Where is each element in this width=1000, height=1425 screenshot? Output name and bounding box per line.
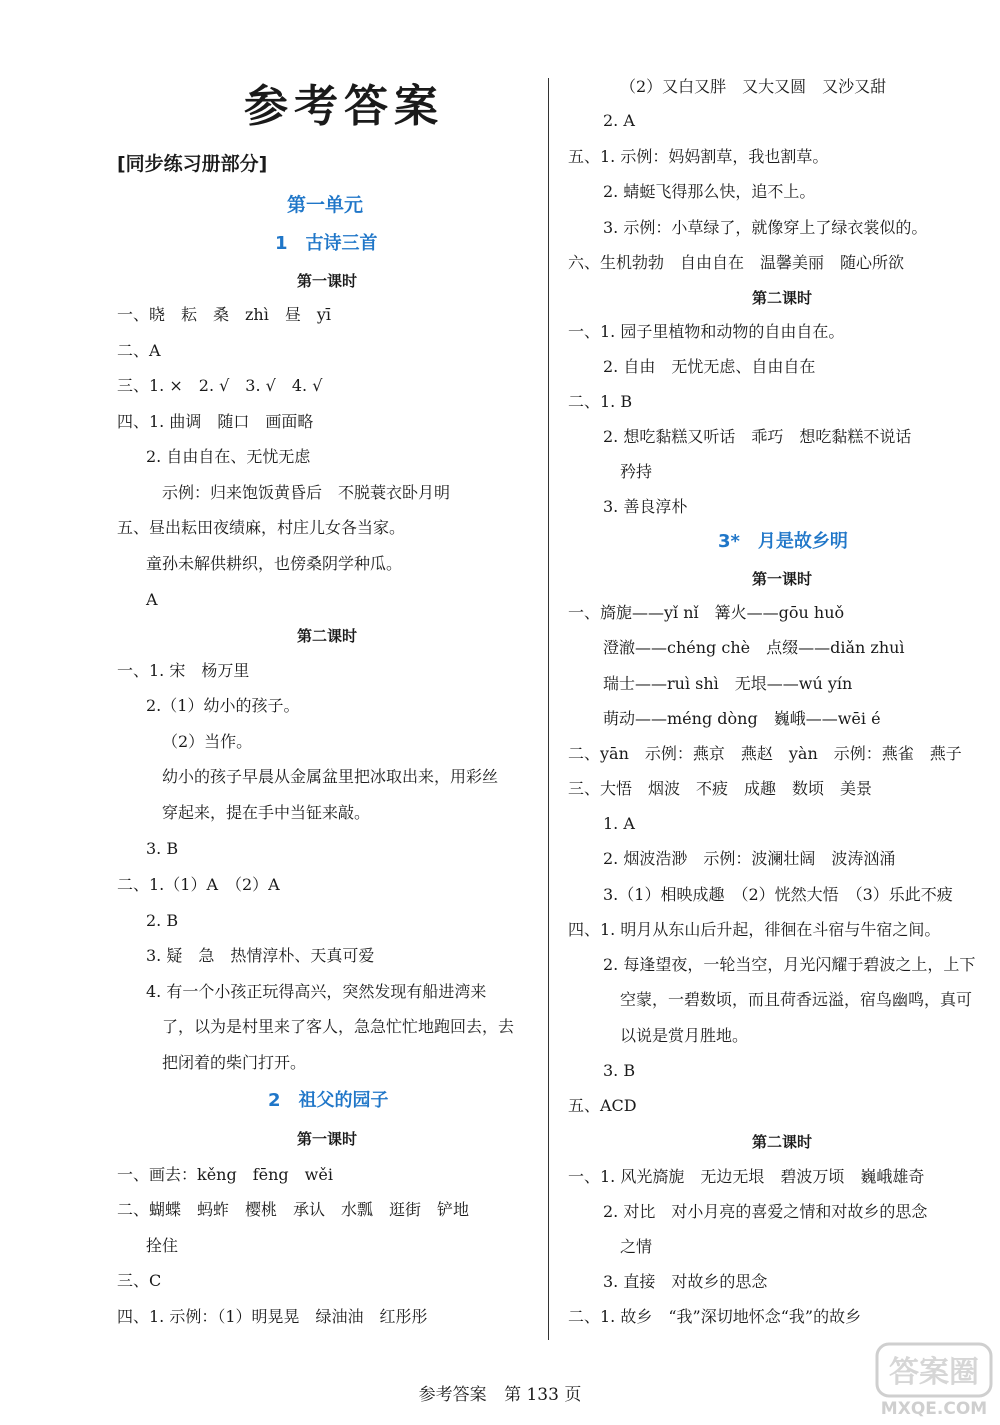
answer-line: 空蒙，一碧数顷，而且荷香远溢，宿鸟幽鸣，真可 (620, 990, 973, 1009)
answer-line: 三、C (117, 1271, 162, 1290)
answer-line: 之情 (620, 1237, 653, 1256)
answer-line: A (146, 590, 158, 609)
answer-line: 四、1. 明月从东山后升起，徘徊在斗宿与牛宿之间。 (568, 920, 941, 939)
answer-line: 3. 善良淳朴 (603, 497, 688, 516)
answer-line: 2.（1）幼小的孩子。 (146, 696, 300, 715)
answer-line: 萌动——méng dòng 巍峨——wēi é (603, 709, 881, 728)
answer-line: 了，以为是村里来了客人，急急忙忙地跑回去，去 (162, 1017, 515, 1036)
answer-line: 二、1.（1）A （2）A (117, 875, 280, 894)
answer-line: 二、yān 示例：燕京 燕赵 yàn 示例：燕雀 燕子 (568, 744, 962, 763)
answer-line: 3. 示例：小草绿了，就像穿上了绿衣裳似的。 (603, 218, 928, 237)
answer-line: 一、1. 宋 杨万里 (117, 661, 250, 680)
lesson-subheading: 第二课时 (752, 289, 813, 307)
lesson-subheading: 第一课时 (297, 272, 358, 290)
lesson-subheading: 第一课时 (297, 1130, 358, 1148)
answer-line: 2. 烟波浩渺 示例：波澜壮阔 波涛汹涌 (603, 849, 896, 868)
answer-line: 拴住 (146, 1236, 179, 1255)
answer-line: 穿起来，提在手中当钲来敲。 (162, 803, 371, 822)
lesson-heading: 第一单元 (287, 194, 364, 216)
answer-line: 2. 蜻蜓飞得那么快，追不上。 (603, 182, 816, 201)
answer-line: 2. 想吃黏糕又听话 乖巧 想吃黏糕不说话 (603, 427, 912, 446)
lesson-subheading: 第二课时 (752, 1133, 813, 1151)
answer-line: 澄澈——chéng chè 点缀——diǎn zhuì (603, 638, 905, 657)
answer-line: 4. 有一个小孩正玩得高兴，突然发现有船进湾来 (146, 982, 487, 1001)
answer-line: 2. 每逢望夜，一轮当空，月光闪耀于碧波之上，上下 (603, 955, 976, 974)
answer-line: 五、昼出耘田夜绩麻，村庄儿女各当家。 (117, 518, 406, 537)
answer-line: 童孙未解供耕织，也傍桑阴学种瓜。 (146, 554, 403, 573)
lesson-heading: 1 古诗三首 (275, 233, 378, 254)
answer-line: 示例：归来饱饭黄昏后 不脱蓑衣卧月明 (162, 483, 451, 502)
answer-line: 一、晓 耘 桑 zhì 昼 yī (117, 305, 332, 324)
answer-line: （2）又白又胖 又大又圆 又沙又甜 (620, 77, 887, 96)
answer-line: 2. 自由自在、无忧无虑 (146, 447, 311, 466)
answer-line: 四、1. 曲调 随口 画面略 (117, 412, 314, 431)
answer-line: 3. B (603, 1061, 636, 1080)
answer-line: 3.（1）相映成趣 （2）恍然大悟 （3）乐此不疲 (603, 885, 953, 904)
answer-line: 五、1. 示例：妈妈割草，我也割草。 (568, 147, 829, 166)
lesson-subheading: 第一课时 (752, 570, 813, 588)
answer-line: 三、大悟 烟波 不疲 成趣 数顷 美景 (568, 779, 873, 798)
answer-line: （2）当作。 (162, 732, 253, 751)
answer-line: 以说是赏月胜地。 (620, 1026, 749, 1045)
answer-line: 一、1. 风光旖旎 无边无垠 碧波万顷 巍峨雄奇 (568, 1167, 925, 1186)
page-number: 第 133 页 (504, 1385, 582, 1405)
page-title: 参考答案 (244, 81, 444, 132)
answer-line: 3. B (146, 839, 179, 858)
watermark-url: MXQE.COM (880, 1399, 988, 1419)
answer-line: 把闭着的柴门打开。 (162, 1053, 307, 1072)
answer-line: 1. A (603, 814, 635, 833)
answer-line: 一、旖旎——yǐ nǐ 篝火——gōu huǒ (568, 603, 845, 622)
answer-line: 四、1. 示例：（1）明晃晃 绿油油 红彤彤 (117, 1307, 428, 1326)
answer-line: 幼小的孩子早晨从金属盆里把冰取出来，用彩丝 (162, 767, 499, 786)
answer-line: 3. 直接 对故乡的思念 (603, 1272, 768, 1291)
answer-line: 2. 对比 对小月亮的喜爱之情和对故乡的思念 (603, 1202, 928, 1221)
answer-line: 二、A (117, 341, 161, 360)
answer-line: 3. 疑 急 热情淳朴、天真可爱 (146, 946, 375, 965)
answer-line: 矜持 (620, 462, 653, 481)
answer-line: 一、画去：kěng fēng wěi (117, 1165, 333, 1184)
section-heading: [同步练习册部分] (117, 153, 268, 175)
watermark-text: 答案圈 (889, 1355, 979, 1390)
answer-line: 瑞士——ruì shì 无垠——wú yín (603, 674, 853, 693)
lesson-heading: 2 祖父的园子 (268, 1090, 389, 1111)
answer-line: 五、ACD (568, 1096, 637, 1115)
answer-line: 2. A (603, 111, 635, 130)
answer-line: 2. B (146, 911, 179, 930)
answer-line: 二、1. B (568, 392, 633, 411)
lesson-subheading: 第二课时 (297, 627, 358, 645)
watermark-logo (875, 1340, 993, 1420)
answer-line: 二、1. 故乡 “我”深切地怀念“我”的故乡 (568, 1307, 862, 1326)
lesson-heading: 3* 月是故乡明 (718, 531, 848, 552)
answer-line: 三、1. × 2. √ 3. √ 4. √ (117, 376, 323, 395)
page-footer (0, 1380, 1000, 1405)
answer-line: 2. 自由 无忧无虑、自由自在 (603, 357, 816, 376)
answer-line: 二、蝴蝶 蚂蚱 樱桃 承认 水瓢 逛街 铲地 (117, 1200, 470, 1219)
footer-label: 参考答案 (418, 1385, 487, 1405)
answer-line: 六、生机勃勃 自由自在 温馨美丽 随心所欲 (568, 253, 905, 272)
answer-line: 一、1. 园子里植物和动物的自由自在。 (568, 322, 845, 341)
column-divider (548, 78, 549, 1340)
